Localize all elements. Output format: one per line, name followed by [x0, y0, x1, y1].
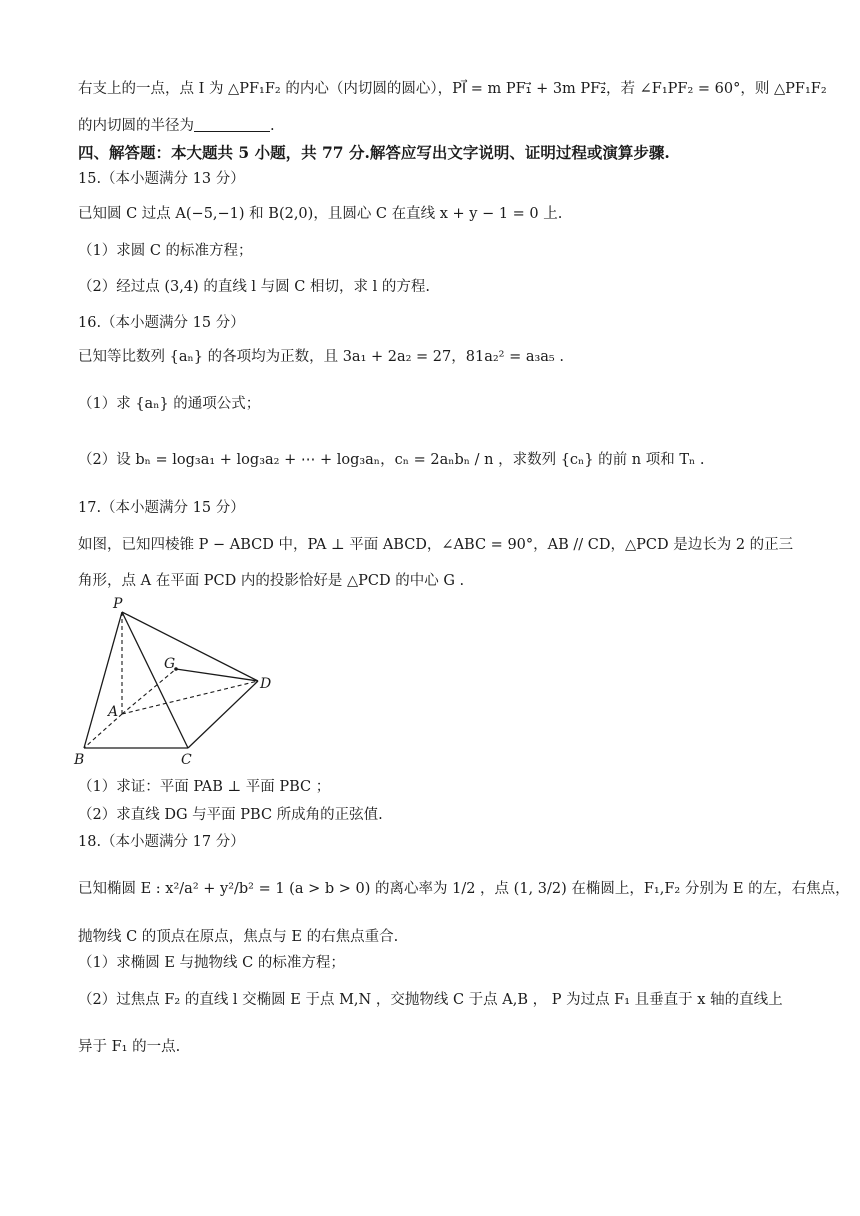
text-line: 已知圆 C 过点 A(−5,−1) 和 B(2,0)，且圆心 C 在直线 x + y − 1 = 0 上.	[78, 206, 563, 222]
edge-AD	[122, 681, 258, 714]
text-line: （2）经过点 (3,4) 的直线 l 与圆 C 相切，求 l 的方程.	[78, 279, 430, 295]
text-line: 角形，点 A 在平面 PCD 内的投影恰好是 △PCD 的中心 G .	[78, 573, 465, 589]
answer-blank[interactable]	[194, 117, 270, 132]
edge-PB	[84, 612, 122, 748]
label-C: C	[181, 752, 192, 768]
text-line: （1）求圆 C 的标准方程；	[78, 243, 253, 259]
pyramid-figure	[60, 592, 300, 770]
text-line: 异于 F₁ 的一点.	[78, 1039, 181, 1055]
text-line: （1）求 {aₙ} 的通项公式；	[78, 396, 261, 412]
text-line: （2）求直线 DG 与平面 PBC 所成角的正弦值.	[78, 807, 383, 823]
section-heading: 四、解答题：本大题共 5 小题，共 77 分.解答应写出文字说明、证明过程或演算步骤.	[78, 143, 670, 162]
label-B: B	[74, 752, 85, 768]
text-line: 右支上的一点，点 I 为 △PF₁F₂ 的内心（内切圆的圆心），PI⃗ = m PF₁⃗ + 3m PF₂⃗，若 ∠F₁PF₂ = 60°，则 △PF₁F₂	[78, 81, 827, 97]
edge-PC	[122, 612, 188, 748]
text-line: （2）设 bₙ = log₃a₁ + log₃a₂ + ⋯ + log₃aₙ，cₙ = 2aₙbₙ / n ，求数列 {cₙ} 的前 n 项和 Tₙ .	[78, 452, 705, 468]
label-P: P	[113, 596, 123, 612]
text-line: 抛物线 C 的顶点在原点，焦点与 E 的右焦点重合.	[78, 929, 399, 945]
label-D: D	[260, 676, 272, 692]
text-line: 如图，已知四棱锥 P − ABCD 中，PA ⊥ 平面 ABCD，∠ABC = 90°，AB // CD，△PCD 是边长为 2 的正三	[78, 537, 794, 553]
label-A: A	[108, 704, 119, 720]
edge-CD	[188, 681, 258, 748]
question-number: 18.（本小题满分 17 分）	[78, 834, 245, 850]
text-line: （1）求证：平面 PAB ⊥ 平面 PBC ；	[78, 779, 331, 795]
text-line: 已知椭圆 E : x²/a² + y²/b² = 1 (a > b > 0) 的离心率为 1/2 ，点 (1, 3/2) 在椭圆上，F₁,F₂ 分别为 E 的左，右焦点，	[78, 881, 850, 897]
label-G: G	[164, 656, 176, 672]
text-line: （2）过焦点 F₂ 的直线 l 交椭圆 E 于点 M,N ，交抛物线 C 于点 A,B ， P 为过点 F₁ 且垂直于 x 轴的直线上	[78, 992, 783, 1008]
text-line: （1）求椭圆 E 与抛物线 C 的标准方程；	[78, 955, 345, 971]
text-line: 的内切圆的半径为 .	[78, 118, 275, 134]
question-number: 16.（本小题满分 15 分）	[78, 315, 245, 331]
text-line: 已知等比数列 {aₙ} 的各项均为正数，且 3a₁ + 2a₂ = 27，81a₂² = a₃a₅ .	[78, 349, 564, 365]
question-number: 17.（本小题满分 15 分）	[78, 500, 245, 516]
text-fragment: 的内切圆的半径为	[78, 118, 194, 134]
question-number: 15.（本小题满分 13 分）	[78, 171, 245, 187]
